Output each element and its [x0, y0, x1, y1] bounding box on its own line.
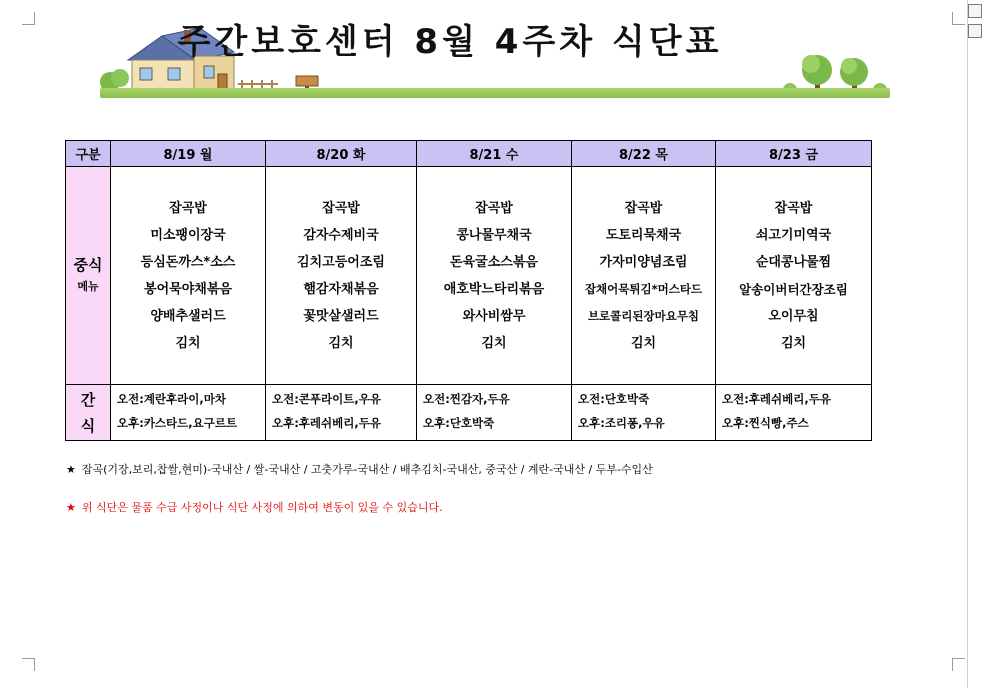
- origin-note-text: 잡곡(기장,보리,찹쌀,현미)-국내산 / 쌀-국내산 / 고춧가루-국내산 / 배추김치-국내산, 중국산 / 계란-국내산 / 두부-수입산: [81, 463, 653, 476]
- menu-item: 감자수제비국: [303, 228, 379, 243]
- menu-item: 김치: [630, 336, 657, 351]
- snack-item: 오전:단호박죽: [578, 392, 650, 406]
- menu-item: 잡곡밥: [624, 201, 663, 216]
- table-header-row: [66, 141, 872, 167]
- notes-section: [66, 462, 926, 516]
- snack-item: 오후:카스타드,요구르트: [117, 416, 238, 430]
- meal-plan-table: [65, 140, 872, 441]
- lunch-label: 중식: [73, 255, 103, 274]
- snack-item: 오후:단호박죽: [423, 416, 495, 430]
- lunch-row-label: [66, 167, 111, 385]
- lunch-cell-mon: [111, 167, 266, 385]
- corner-label: 구분: [66, 141, 111, 167]
- menu-item: 알송이버터간장조림: [739, 282, 848, 297]
- menu-item: 쇠고기미역국: [755, 228, 832, 243]
- day-header: 8/21 수: [417, 141, 572, 167]
- menu-item: 잡곡밥: [169, 201, 207, 216]
- menu-item: 김치고등어조림: [297, 255, 385, 270]
- menu-item: 잡곡밥: [475, 201, 513, 216]
- crop-mark-top-right: [952, 12, 965, 25]
- grass-strip: [100, 88, 890, 98]
- menu-item: 햄감자채볶음: [303, 282, 379, 297]
- menu-item: 애호박느타리볶음: [443, 282, 545, 297]
- window-control-icon[interactable]: [968, 24, 982, 38]
- lunch-cell-thu: [572, 167, 716, 385]
- window-control-icon[interactable]: [968, 4, 982, 18]
- menu-item: 콩나물무채국: [456, 228, 532, 243]
- day-header: 8/19 월: [111, 141, 266, 167]
- lunch-cell-fri: [716, 167, 872, 385]
- snack-cell-wed: [417, 385, 572, 441]
- day-header: 8/20 화: [266, 141, 417, 167]
- menu-item: 잡곡밥: [322, 201, 360, 216]
- snack-row-label: [66, 385, 111, 441]
- snack-item: 오후:찐식빵,주스: [722, 416, 809, 430]
- snack-item: 오후:조리퐁,우유: [578, 416, 665, 430]
- day-header: 8/23 금: [716, 141, 872, 167]
- snack-cell-thu: [572, 385, 716, 441]
- lunch-row: [66, 167, 872, 385]
- crop-mark-bottom-right: [952, 658, 965, 671]
- snack-item: 오후:후레쉬베리,두유: [272, 416, 381, 430]
- snack-label: 식: [80, 416, 96, 435]
- snack-item: 오전:계란후라이,마차: [117, 392, 226, 406]
- warning-note-text: 위 식단은 물품 수급 사정이나 식단 사정에 의하여 변동이 있을 수 있습니다.: [81, 501, 443, 514]
- menu-item: 와사비쌈무: [462, 309, 526, 324]
- page-title: 주간보호센터 8월 4주차 식단표: [177, 22, 723, 62]
- lunch-sublabel: 메뉴: [77, 279, 99, 293]
- menu-item: 브로콜리된장마요무침: [587, 309, 700, 323]
- snack-row: [66, 385, 872, 441]
- crop-mark-top-left: [22, 12, 35, 25]
- origin-note: [66, 462, 926, 478]
- menu-item: 꽃맛살샐러드: [303, 309, 379, 324]
- crop-mark-bottom-left: [22, 658, 35, 671]
- snack-item: 오전:후레쉬베리,두유: [722, 392, 831, 406]
- menu-item: 순대콩나물찜: [755, 255, 832, 270]
- menu-item: 김치: [780, 336, 807, 351]
- menu-item: 봉어묵야채볶음: [144, 282, 232, 297]
- menu-item: 양배추샐러드: [150, 309, 226, 324]
- menu-item: 잡채어묵튀김*머스타드: [584, 282, 703, 296]
- menu-item: 김치: [481, 336, 507, 351]
- star-icon: ★: [66, 463, 76, 476]
- menu-item: 미소팽이장국: [150, 228, 226, 243]
- menu-item: 등심돈까스*소스: [140, 255, 236, 270]
- menu-item: 김치: [175, 336, 201, 351]
- snack-cell-fri: [716, 385, 872, 441]
- snack-item: 오전:찐감자,두유: [423, 392, 510, 406]
- scrollbar-track[interactable]: [967, 0, 968, 688]
- snack-item: 오전:콘푸라이트,우유: [272, 392, 381, 406]
- menu-item: 김치: [328, 336, 354, 351]
- menu-item: 돈육굴소스볶음: [450, 255, 538, 270]
- star-icon: ★: [66, 501, 76, 514]
- menu-item: 오이무침: [768, 309, 819, 324]
- snack-cell-mon: [111, 385, 266, 441]
- menu-item: 가자미양념조림: [599, 255, 688, 270]
- snack-label: 간: [80, 390, 96, 409]
- lunch-cell-wed: [417, 167, 572, 385]
- snack-cell-tue: [266, 385, 417, 441]
- menu-item: 도토리묵채국: [605, 228, 682, 243]
- lunch-cell-tue: [266, 167, 417, 385]
- warning-note: [66, 500, 926, 516]
- menu-item: 잡곡밥: [774, 201, 813, 216]
- day-header: 8/22 목: [572, 141, 716, 167]
